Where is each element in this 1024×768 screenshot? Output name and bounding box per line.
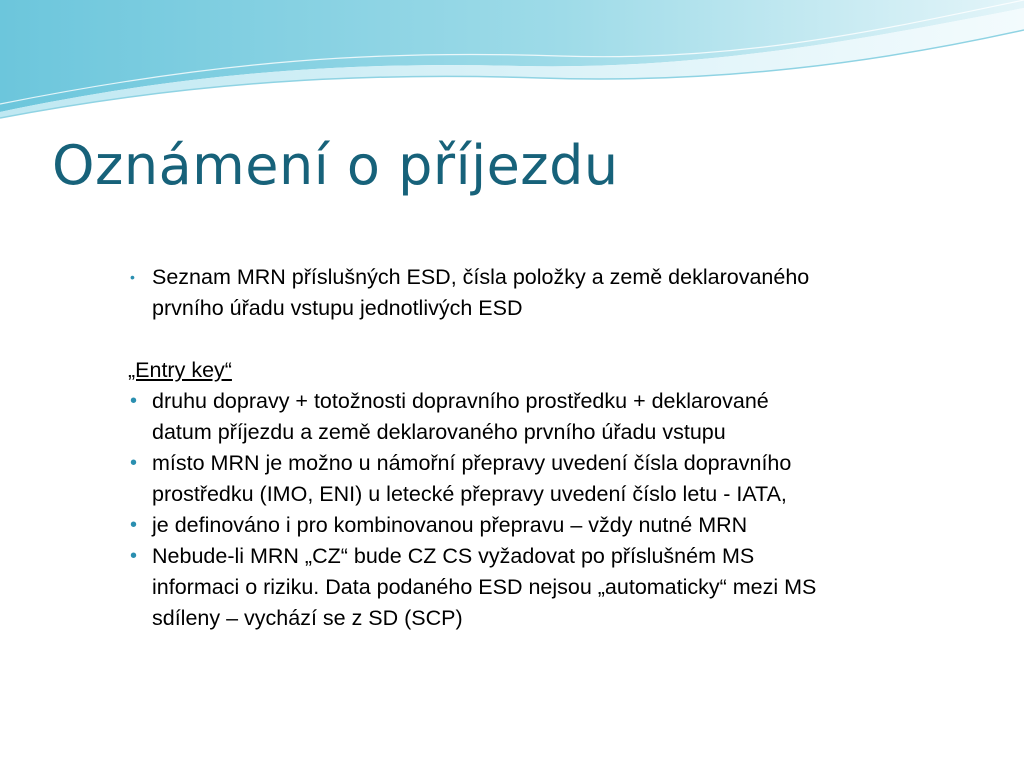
- list-item: [128, 262, 958, 324]
- bullet-icon: •: [130, 269, 135, 285]
- bullet-icon: •: [130, 545, 138, 567]
- list-item: [128, 510, 958, 541]
- list-item-line: místo MRN je možno u námořní přepravy uvedení čísla dopravního: [152, 451, 792, 475]
- list-item-line: prostředku (IMO, ENI) u letecké přepravy uvedení číslo letu - IATA,: [152, 482, 787, 506]
- list-item-line: sdíleny – vychází se z SD (SCP): [152, 606, 463, 630]
- slide-body: [128, 262, 958, 634]
- list-item: [128, 448, 958, 510]
- list-item-line: prvního úřadu vstupu jednotlivých ESD: [152, 296, 523, 320]
- decorative-wave-header: [0, 0, 1024, 130]
- list-item: [128, 541, 958, 634]
- entry-key-heading: „Entry key“: [128, 358, 232, 382]
- list-item-line: je definováno i pro kombinovanou přepravu – vždy nutné MRN: [152, 513, 748, 537]
- list-item: [128, 386, 958, 448]
- list-item-line: informaci o riziku. Data podaného ESD nejsou „automaticky“ mezi MS: [152, 575, 817, 599]
- list-item-line: Seznam MRN příslušných ESD, čísla položky a země deklarovaného: [152, 265, 810, 289]
- list-item-line: datum příjezdu a země deklarovaného prvního úřadu vstupu: [152, 420, 726, 444]
- slide-title: Oznámení o příjezdu: [52, 134, 619, 197]
- list-item-line: Nebude-li MRN „CZ“ bude CZ CS vyžadovat po příslušném MS: [152, 544, 755, 568]
- bullet-icon: •: [130, 514, 138, 536]
- spacer: [128, 324, 958, 355]
- bullet-icon: •: [130, 390, 138, 412]
- list-item-line: druhu dopravy + totožnosti dopravního prostředku + deklarované: [152, 389, 769, 413]
- bullet-icon: •: [130, 452, 138, 474]
